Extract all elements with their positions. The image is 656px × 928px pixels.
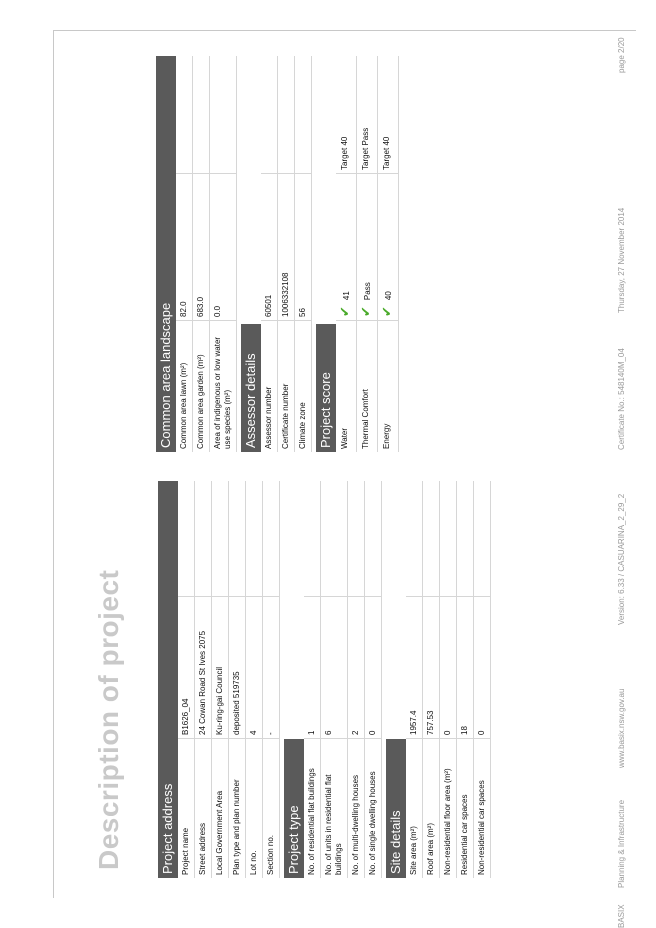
table-row (261, 56, 278, 452)
row-label: No. of units in residential flat buildings (321, 739, 348, 879)
row-value: 4 (246, 597, 263, 739)
table-row (357, 56, 378, 452)
project-type-table (304, 481, 382, 878)
footer-version: Version: 6.33 / CASUARINA_2_29_2 (617, 493, 626, 625)
table-row (176, 56, 193, 452)
row-value: - (263, 597, 280, 739)
row-value: 0 (474, 597, 491, 739)
row-value: 56 (295, 174, 312, 321)
left-column (158, 481, 491, 878)
row-label: Project name (178, 739, 195, 879)
score-value-cell (357, 174, 378, 321)
check-icon: ✔ (358, 306, 373, 317)
footer-certificate: Certificate No.: 548140M_04 (617, 348, 626, 450)
rotated-page (53, 30, 637, 928)
table-row (195, 481, 212, 878)
project-type-heading: Project type (284, 739, 304, 878)
row-value: 6 (321, 597, 348, 739)
table-row (321, 481, 348, 878)
row-label: Local Government Area (212, 739, 229, 879)
score-label: Energy (378, 321, 399, 453)
row-value: 1006332108 (278, 174, 295, 321)
row-label: Common area lawn (m²) (176, 321, 193, 453)
footer-basix: BASIX (617, 904, 626, 928)
common-area-landscape-heading: Common area landscape (156, 56, 176, 452)
score-value: 40 (384, 291, 393, 301)
assessor-details-table (261, 56, 312, 452)
row-value: 24 Cowan Road St Ives 2075 (195, 597, 212, 739)
footer-website[interactable]: www.basix.nsw.gov.au (617, 688, 626, 768)
assessor-details-heading: Assessor details (241, 324, 261, 452)
row-label: Lot no. (246, 739, 263, 879)
score-value: Pass (363, 282, 372, 301)
site-details-table (406, 481, 491, 878)
score-target: Target 40 (378, 56, 399, 174)
score-value-cell (336, 174, 357, 321)
site-details-heading: Site details (386, 739, 406, 878)
footer-page-number: page 2/20 (617, 37, 626, 73)
row-label: Common area garden (m²) (193, 321, 210, 453)
row-label: Residential car spaces (457, 739, 474, 879)
check-icon: ✔ (337, 306, 352, 317)
table-row (474, 481, 491, 878)
table-row (457, 481, 474, 878)
table-row (406, 481, 423, 878)
row-value: 1957.4 (406, 597, 423, 739)
project-address-heading: Project address (158, 481, 178, 878)
row-value: 683.0 (193, 174, 210, 321)
row-label: Certificate number (278, 321, 295, 453)
table-row (178, 481, 195, 878)
row-value: 60501 (261, 174, 278, 321)
row-label: Section no. (263, 739, 280, 879)
score-target: Target 40 (336, 56, 357, 174)
row-label: Area of indigenous or low water use species (m²) (210, 321, 237, 453)
row-label: Street address (195, 739, 212, 879)
row-label: Climate zone (295, 321, 312, 453)
row-value: deposited 519735 (229, 597, 246, 739)
check-icon: ✔ (379, 306, 394, 317)
table-row (246, 481, 263, 878)
score-label: Water (336, 321, 357, 453)
table-row (229, 481, 246, 878)
table-row (278, 56, 295, 452)
project-score-table (336, 56, 399, 452)
row-label: Roof area (m²) (423, 739, 440, 879)
score-value-cell (378, 174, 399, 321)
row-label: Non-residential floor area (m²) (440, 739, 457, 879)
score-value: 41 (342, 291, 351, 301)
common-area-landscape-table (176, 56, 237, 452)
table-row (440, 481, 457, 878)
table-row (336, 56, 357, 452)
row-value: 82.0 (176, 174, 193, 321)
row-label: Site area (m²) (406, 739, 423, 879)
row-value: 2 (348, 597, 365, 739)
table-row (210, 56, 237, 452)
row-label: No. of residential flat buildings (304, 739, 321, 879)
table-row (295, 56, 312, 452)
table-row (304, 481, 321, 878)
row-label: Plan type and plan number (229, 739, 246, 879)
right-column (156, 56, 399, 452)
table-row (193, 56, 210, 452)
row-value: 1 (304, 597, 321, 739)
page-title: Description of project (93, 569, 124, 870)
table-row (263, 481, 280, 878)
table-row (348, 481, 365, 878)
page-footer (617, 30, 629, 928)
row-value: 0 (365, 597, 382, 739)
row-value: 18 (457, 597, 474, 739)
row-value: 757.53 (423, 597, 440, 739)
project-address-table (178, 481, 280, 878)
project-score-heading: Project score (316, 324, 336, 452)
table-row (212, 481, 229, 878)
row-label: Non-residential car spaces (474, 739, 491, 879)
table-row (378, 56, 399, 452)
score-label: Thermal Comfort (357, 321, 378, 453)
footer-department: Planning & Infrastructure (617, 799, 626, 888)
score-target: Target Pass (357, 56, 378, 174)
row-value: B1626_04 (178, 597, 195, 739)
row-label: No. of single dwelling houses (365, 739, 382, 879)
table-row (365, 481, 382, 878)
row-label: Assessor number (261, 321, 278, 453)
row-label: No. of multi-dwelling houses (348, 739, 365, 879)
row-value: 0 (440, 597, 457, 739)
row-value: Ku-ring-gai Council (212, 597, 229, 739)
table-row (423, 481, 440, 878)
footer-date: Thursday, 27 November 2014 (617, 207, 626, 313)
row-value: 0.0 (210, 174, 237, 321)
